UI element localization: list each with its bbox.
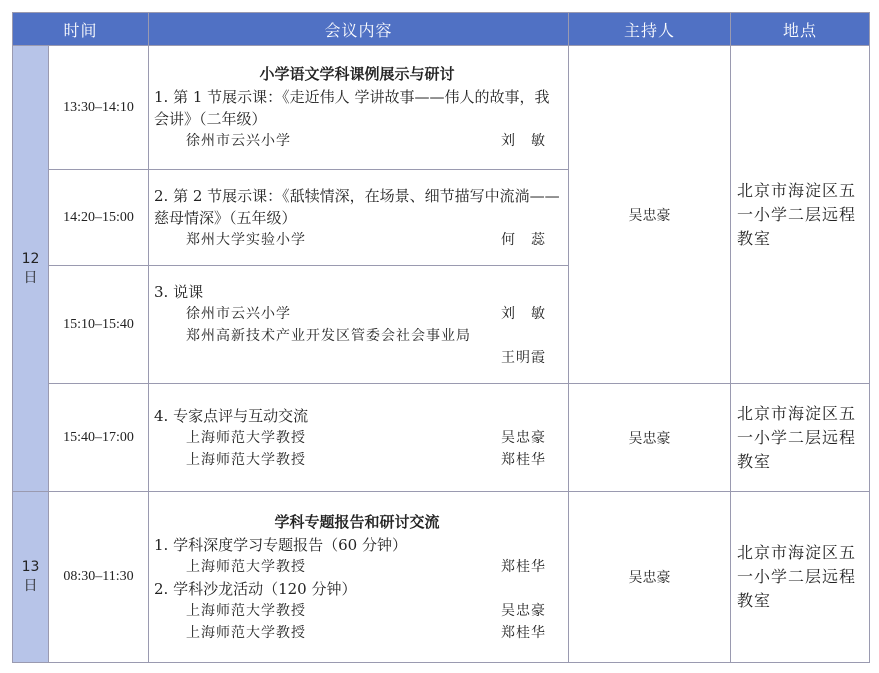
speaker-name: 刘 敏 bbox=[501, 305, 547, 322]
speaker-org: 上海师范大学教授 bbox=[186, 451, 307, 468]
table-row bbox=[13, 384, 870, 492]
agenda-item: 2. 第 2 节展示课：《舐犊情深，在场景、细节描写中流淌——慈母情深》（五年级） bbox=[154, 186, 560, 227]
speaker-org: 上海师范大学教授 bbox=[186, 429, 307, 446]
header-time: 时间 bbox=[13, 13, 149, 46]
agenda-item: 3. 说课 bbox=[154, 282, 204, 301]
day-number: 13 bbox=[21, 559, 40, 575]
content-cell bbox=[149, 384, 569, 492]
speaker-line bbox=[154, 303, 560, 325]
header-place: 地点 bbox=[731, 13, 870, 46]
host-cell: 吴忠豪 bbox=[569, 46, 731, 384]
day-unit: 日 bbox=[23, 578, 38, 594]
section-title: 小学语文学科课例展示与研讨 bbox=[259, 65, 455, 83]
place-cell: 北京市海淀区五一小学二层远程教室 bbox=[731, 46, 870, 384]
content-cell bbox=[149, 492, 569, 663]
place-cell: 北京市海淀区五一小学二层远程教室 bbox=[731, 384, 870, 492]
day-unit: 日 bbox=[23, 269, 38, 286]
speaker-org: 上海师范大学教授 bbox=[186, 624, 307, 641]
table-row bbox=[13, 492, 870, 663]
speaker-line bbox=[154, 556, 560, 578]
speaker-line bbox=[154, 622, 560, 644]
time-cell: 08:30–11:30 bbox=[49, 492, 149, 663]
speaker-org: 徐州市云兴小学 bbox=[186, 133, 292, 149]
speaker-name: 郑桂华 bbox=[501, 558, 547, 575]
time-cell: 15:10–15:40 bbox=[49, 266, 149, 384]
content-cell bbox=[149, 266, 569, 384]
speaker-name: 刘 敏 bbox=[501, 133, 547, 149]
speaker-line bbox=[154, 600, 560, 622]
header-content: 会议内容 bbox=[149, 13, 569, 46]
header-host: 主持人 bbox=[569, 13, 731, 46]
content-cell bbox=[149, 46, 569, 170]
speaker-name: 郑桂华 bbox=[501, 624, 547, 641]
speaker-name: 吴忠豪 bbox=[501, 602, 547, 619]
section-title: 学科专题报告和研讨交流 bbox=[274, 512, 440, 531]
day-cell-12 bbox=[13, 46, 49, 492]
day-cell-13 bbox=[13, 492, 49, 663]
schedule-table bbox=[12, 12, 870, 663]
speaker-line bbox=[154, 325, 560, 347]
speaker-org: 上海师范大学教授 bbox=[186, 558, 307, 575]
speaker-org: 郑州高新技术产业开发区管委会社会事业局 bbox=[186, 327, 472, 344]
day-number: 12 bbox=[21, 250, 40, 267]
content-cell bbox=[149, 170, 569, 266]
speaker-line bbox=[154, 229, 560, 251]
time-cell: 13:30–14:10 bbox=[49, 46, 149, 170]
speaker-name: 何 蕊 bbox=[501, 231, 547, 248]
schedule-wrapper bbox=[12, 12, 869, 663]
agenda-item: 2. 学科沙龙活动（120 分钟） bbox=[154, 579, 357, 598]
speaker-name: 王明霞 bbox=[501, 349, 547, 366]
speaker-org: 徐州市云兴小学 bbox=[186, 305, 292, 322]
place-cell: 北京市海淀区五一小学二层远程教室 bbox=[731, 492, 870, 663]
speaker-line bbox=[154, 130, 560, 152]
speaker-org: 郑州大学实验小学 bbox=[186, 231, 307, 248]
speaker-line bbox=[154, 427, 560, 449]
agenda-item: 1. 学科深度学习专题报告（60 分钟） bbox=[154, 535, 407, 554]
agenda-item: 1. 第 1 节展示课：《走近伟人 学讲故事——伟人的故事，我会讲》（二年级） bbox=[154, 88, 550, 128]
speaker-name: 吴忠豪 bbox=[501, 429, 547, 446]
time-cell: 14:20–15:00 bbox=[49, 170, 149, 266]
agenda-item: 4. 专家点评与互动交流 bbox=[154, 406, 309, 425]
host-cell: 吴忠豪 bbox=[569, 384, 731, 492]
speaker-org: 上海师范大学教授 bbox=[186, 602, 307, 619]
speaker-name: 郑桂华 bbox=[501, 451, 547, 468]
table-row bbox=[13, 46, 870, 170]
speaker-line bbox=[154, 449, 560, 471]
header-row bbox=[13, 13, 870, 46]
time-cell: 15:40–17:00 bbox=[49, 384, 149, 492]
host-cell: 吴忠豪 bbox=[569, 492, 731, 663]
